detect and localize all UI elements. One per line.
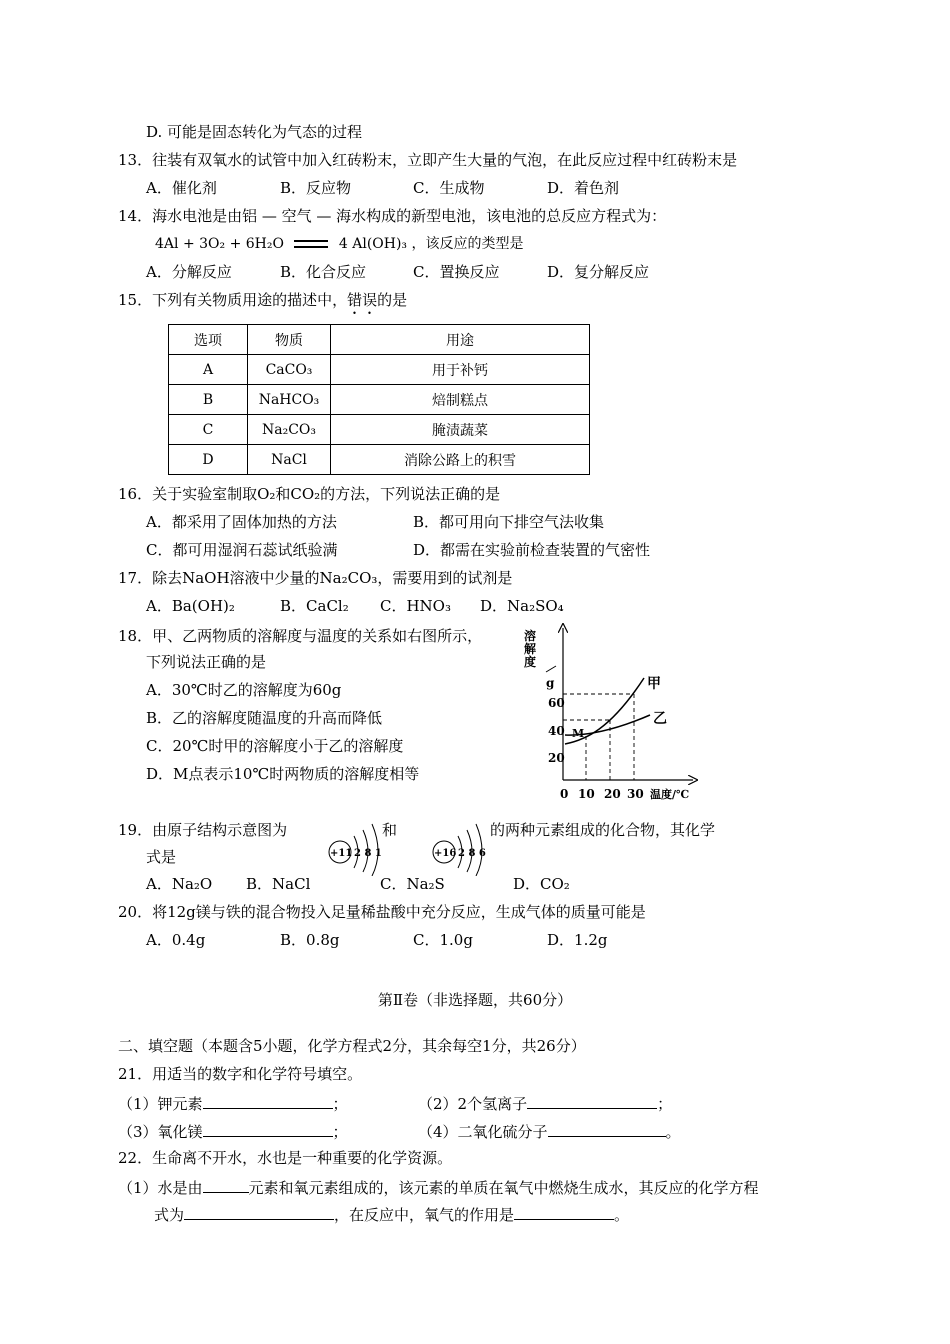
- q18-stem-1: 18．甲、乙两物质的溶解度与温度的关系如右图所示，: [118, 627, 483, 645]
- q20-option-d: D．1.2g: [547, 931, 608, 949]
- q20-option-b: B．0.8g: [280, 931, 340, 949]
- table-cell: 消除公路上的积雪: [331, 445, 590, 475]
- answer-blank[interactable]: [527, 1092, 657, 1109]
- q14-option-c: C．置换反应: [413, 263, 500, 281]
- table-cell: NaCl: [248, 445, 331, 475]
- q14-option-b: B．化合反应: [280, 263, 367, 281]
- q21-item-3: [118, 1120, 348, 1142]
- q21-item-4: [418, 1120, 681, 1142]
- q21-item-2-label: （2）2个氢离子: [418, 1095, 528, 1113]
- y-tick-label: 40: [548, 724, 565, 738]
- x-tick-label: 30: [627, 787, 644, 801]
- q16-option-d: D．都需在实验前检查装置的气密性: [413, 541, 651, 559]
- q19-and: 和: [382, 821, 398, 839]
- answer-blank[interactable]: [203, 1092, 333, 1109]
- q20-stem: 20．将12g镁与铁的混合物投入足量稀盐酸中充分反应，生成气体的质量可能是: [118, 903, 646, 921]
- q19-option-a: A．Na₂O: [146, 875, 213, 893]
- q19-stem-3: 式是: [146, 848, 177, 866]
- q21-item-4-label: （4）二氧化硫分子: [418, 1123, 548, 1141]
- q21-sep: ；: [332, 1123, 348, 1141]
- y-axis-label-3: 度: [524, 655, 537, 669]
- q14-stem: 14．海水电池是由铝 — 空气 — 海水构成的新型电池，该电池的总反应方程式为：: [118, 207, 667, 225]
- series-yi-label: 乙: [653, 711, 667, 727]
- table-header-row: [169, 325, 590, 355]
- q17-option-a: A．Ba(OH)₂: [146, 597, 235, 615]
- q22-part1b: 元素和氧元素组成的，该元素的单质在氧气中燃烧生成水，其反应的化学方程: [248, 1179, 759, 1197]
- q20-option-c: C．1.0g: [413, 931, 473, 949]
- table-header: 物质: [248, 325, 331, 355]
- q22-part1-line1: [118, 1176, 759, 1198]
- q22-part1a: （1）水是由: [118, 1179, 203, 1197]
- q21-sep: 。: [665, 1123, 681, 1141]
- table-cell: 腌渍蔬菜: [331, 415, 590, 445]
- q21-item-3-label: （3）氧化镁: [118, 1123, 203, 1141]
- q15-emphasis: 错误: [347, 291, 378, 309]
- section-heading: 二、填空题（本题含5小题，化学方程式2分，其余每空1分，共26分）: [118, 1037, 586, 1055]
- x-tick-label: 0: [560, 787, 569, 801]
- answer-blank[interactable]: [548, 1120, 666, 1137]
- q22-part2b: ，在反应中，氧气的作用是: [334, 1206, 515, 1224]
- x-tick-label: 10: [578, 787, 595, 801]
- q13-option-c: C．生成物: [413, 179, 485, 197]
- answer-blank[interactable]: [203, 1176, 249, 1193]
- x-axis-label: 温度/℃: [650, 788, 690, 801]
- q21-stem: 21．用适当的数字和化学符号填空。: [118, 1065, 363, 1083]
- q22-part2a: 式为: [154, 1206, 185, 1224]
- q15-stem-text: 15．下列有关物质用途的描述中，: [118, 291, 348, 309]
- q22-part2c: 。: [614, 1206, 630, 1224]
- y-tick-label: 20: [548, 751, 565, 765]
- q21-item-1: [118, 1092, 348, 1114]
- series-jia-label: 甲: [647, 676, 661, 692]
- q21-item-2: [418, 1092, 672, 1114]
- q18-option-b: B．乙的溶解度随温度的升高而降低: [146, 709, 383, 727]
- q18-option-a: A．30℃时乙的溶解度为60g: [146, 681, 342, 699]
- q17-stem: 17．除去NaOH溶液中少量的Na₂CO₃，需要用到的试剂是: [118, 569, 513, 587]
- table-cell: Na₂CO₃: [248, 415, 331, 445]
- q13-option-a: A．催化剂: [146, 179, 217, 197]
- q14-option-a: A．分解反应: [146, 263, 232, 281]
- q16-option-a: A．都采用了固体加热的方法: [146, 513, 337, 531]
- table-header: 选项: [169, 325, 248, 355]
- q14-equation: [155, 234, 524, 254]
- q21-item-1-label: （1）钾元素: [118, 1095, 203, 1113]
- q19-option-d: D．CO₂: [513, 875, 570, 893]
- part2-title: 第Ⅱ卷（非选择题，共60分）: [377, 991, 573, 1009]
- q13-option-d: D．着色剂: [547, 179, 620, 197]
- q18-option-d: D．M点表示10℃时两物质的溶解度相等: [146, 765, 420, 783]
- table-cell: 焙制糕点: [331, 385, 590, 415]
- table-cell: NaHCO₃: [248, 385, 331, 415]
- q21-sep: ；: [332, 1095, 348, 1113]
- table-cell: A: [169, 355, 248, 385]
- y-axis-label-1: 溶: [524, 629, 537, 643]
- answer-blank[interactable]: [514, 1203, 614, 1220]
- x-tick-label: 20: [604, 787, 621, 801]
- q16-stem: 16．关于实验室制取O₂和CO₂的方法，下列说法正确的是: [118, 485, 501, 503]
- q15-stem-end: 的是: [377, 291, 408, 309]
- y-tick-label: 60: [548, 696, 565, 710]
- atom-diagram-sodium: [326, 818, 388, 876]
- table-row: [169, 355, 590, 385]
- q18-stem-2: 下列说法正确的是: [146, 653, 267, 671]
- table-row: [169, 445, 590, 475]
- q19-stem-1: 19．由原子结构示意图为: [118, 821, 288, 839]
- table-cell: CaCO₃: [248, 355, 331, 385]
- answer-blank[interactable]: [184, 1203, 334, 1220]
- q13-stem: 13．往装有双氧水的试管中加入红砖粉末，立即产生大量的气泡，在此反应过程中红砖粉末是: [118, 151, 738, 169]
- solubility-chart: [510, 620, 710, 810]
- q17-option-c: C．HNO₃: [380, 597, 451, 615]
- equals-sign-icon: [294, 240, 328, 248]
- q15-stem: [118, 290, 407, 318]
- table-cell: C: [169, 415, 248, 445]
- q21-sep: ；: [657, 1095, 673, 1113]
- q22-part1-line2: [154, 1203, 629, 1225]
- y-axis-unit: g: [546, 676, 555, 690]
- q16-option-c: C．都可用湿润石蕊试纸验满: [146, 541, 338, 559]
- atom1-shells: 2 8 1: [354, 848, 382, 859]
- table-row: [169, 385, 590, 415]
- atom2-shells: 2 8 6: [458, 848, 486, 859]
- table-row: [169, 415, 590, 445]
- atom-diagram-sulfur: [430, 818, 492, 876]
- answer-blank[interactable]: [203, 1120, 333, 1137]
- table-header: 用途: [331, 325, 590, 355]
- atom2-nucleus: +16: [434, 848, 457, 859]
- point-m-label: M: [572, 727, 585, 740]
- atom1-nucleus: +11: [330, 848, 353, 859]
- q19-stem-2: 的两种元素组成的化合物，其化学: [490, 821, 716, 839]
- table-cell: 用于补钙: [331, 355, 590, 385]
- q20-option-a: A．0.4g: [146, 931, 206, 949]
- q17-option-b: B．CaCl₂: [280, 597, 349, 615]
- y-axis-label-2: 解: [524, 642, 537, 656]
- q18-option-c: C．20℃时甲的溶解度小于乙的溶解度: [146, 737, 404, 755]
- q19-option-c: C．Na₂S: [380, 875, 445, 893]
- q13-option-b: B．反应物: [280, 179, 352, 197]
- q16-option-b: B．都可用向下排空气法收集: [413, 513, 605, 531]
- y-axis-unit-slash: [546, 666, 556, 672]
- q15-table: [168, 324, 590, 475]
- q19-option-b: B．NaCl: [246, 875, 311, 893]
- q14-option-d: D．复分解反应: [547, 263, 650, 281]
- q22-stem: 22．生命离不开水，水也是一种重要的化学资源。: [118, 1149, 453, 1167]
- q12-option-d: D. 可能是固态转化为气态的过程: [146, 123, 363, 141]
- table-cell: B: [169, 385, 248, 415]
- q14-equation-left: 4Al + 3O₂ + 6H₂O: [155, 236, 284, 252]
- q14-equation-right: 4 Al(OH)₃ ，该反应的类型是: [338, 236, 524, 252]
- table-cell: D: [169, 445, 248, 475]
- q17-option-d: D．Na₂SO₄: [480, 597, 564, 615]
